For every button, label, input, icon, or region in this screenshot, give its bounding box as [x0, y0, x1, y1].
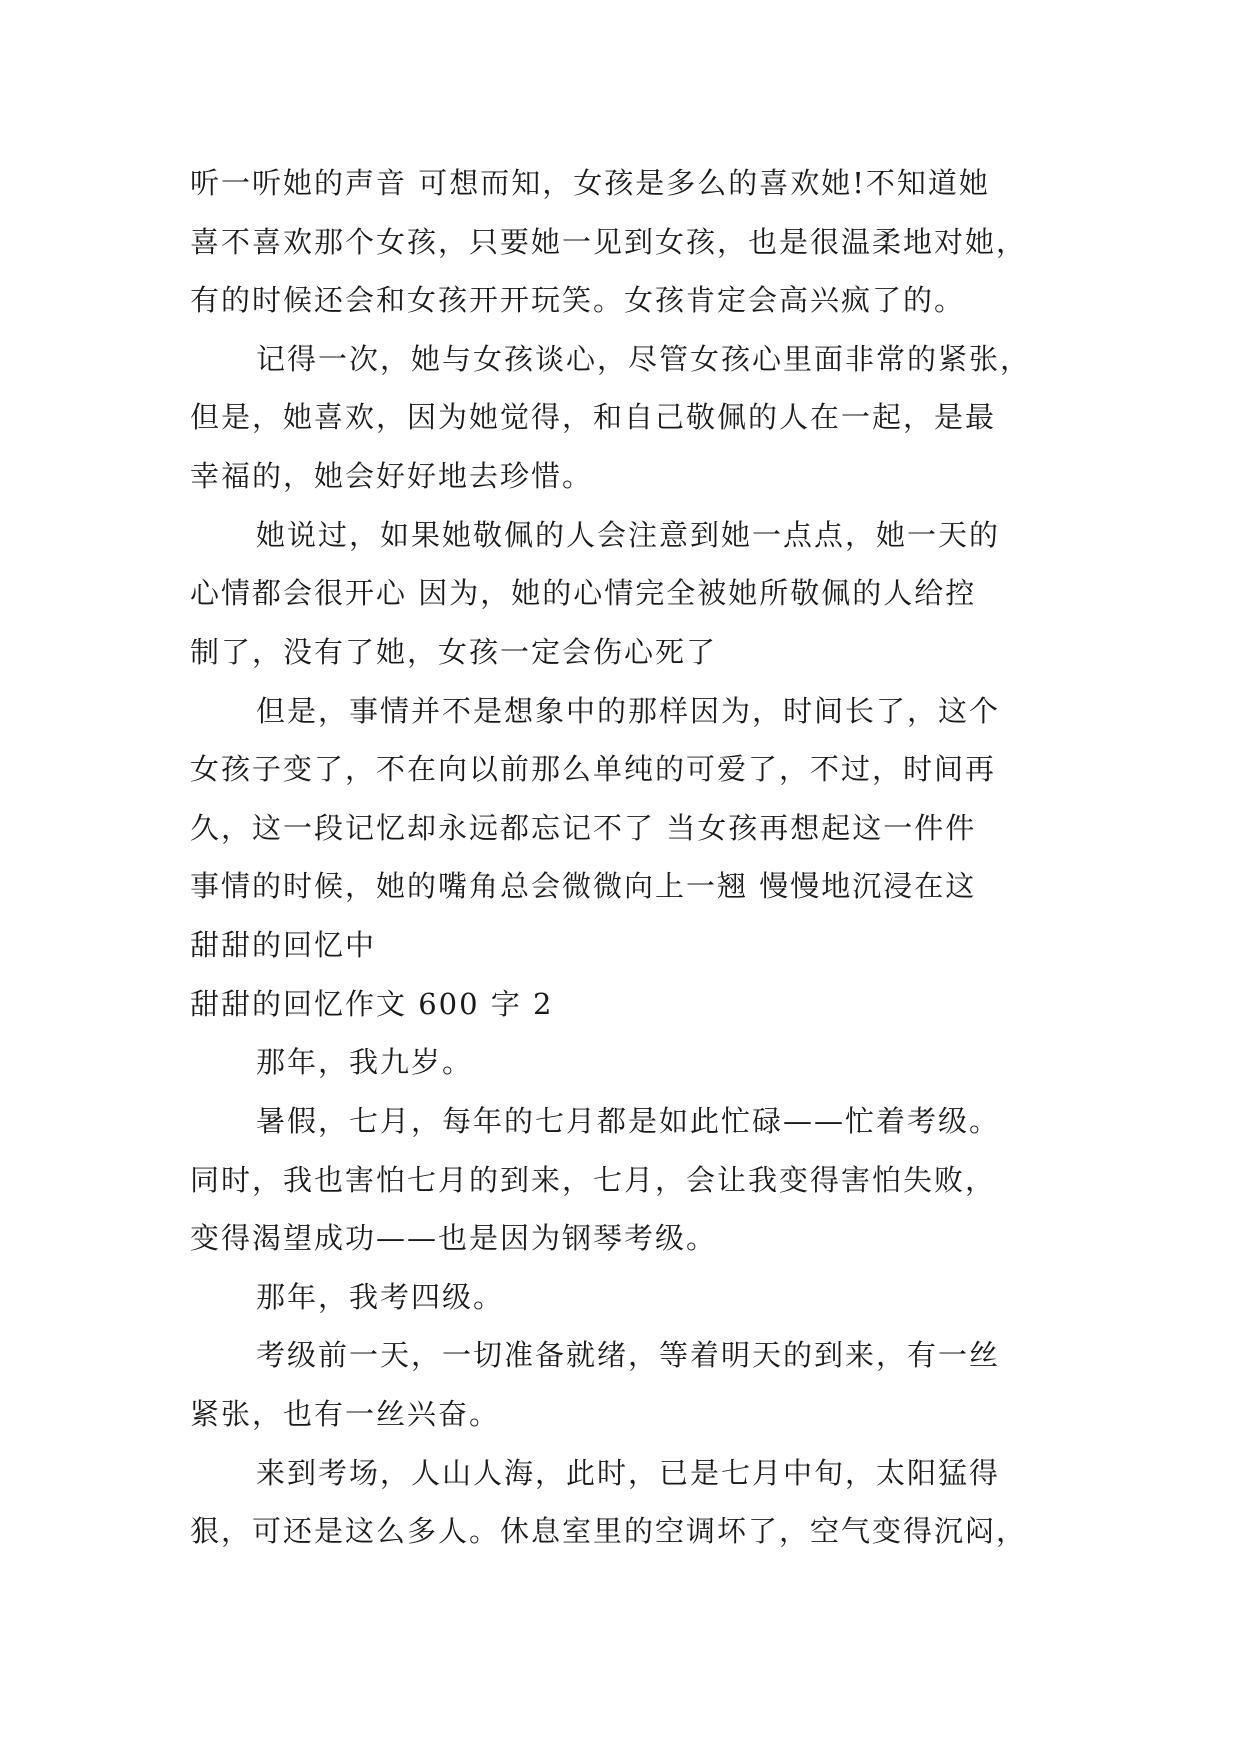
text-line: 暑假，七月，每年的七月都是如此忙碌——忙着考级。	[256, 1104, 1001, 1138]
text-line: 甜甜的回忆中	[190, 928, 377, 962]
text-line: 同时，我也害怕七月的到来，七月，会让我变得害怕失败，	[190, 1163, 997, 1197]
text-line: 女孩子变了，不在向以前那么单纯的可爱了，不过，时间再	[190, 752, 997, 786]
text-line: 久，这一段记忆却永远都忘记不了 当女孩再想起这一件件	[190, 811, 977, 845]
text-line: 她说过，如果她敬佩的人会注意到她一点点，她一天的	[256, 518, 1001, 552]
text-line: 制了，没有了她，女孩一定会伤心死了	[190, 635, 718, 669]
text-line: 记得一次，她与女孩谈心，尽管女孩心里面非常的紧张，	[256, 342, 1032, 376]
text-line: 那年，我九岁。	[256, 1045, 474, 1079]
text-line: 考级前一天，一切准备就绪，等着明天的到来，有一丝	[256, 1338, 1001, 1372]
text-line: 变得渴望成功——也是因为钢琴考级。	[190, 1221, 718, 1255]
text-line: 但是，她喜欢，因为她觉得，和自己敬佩的人在一起，是最	[190, 400, 997, 434]
text-line: 幸福的，她会好好地去珍惜。	[190, 459, 594, 493]
text-line: 心情都会很开心 因为，她的心情完全被她所敬佩的人给控	[190, 576, 977, 610]
text-line: 事情的时候，她的嘴角总会微微向上一翘 慢慢地沉浸在这	[190, 869, 977, 903]
text-line: 狠，可还是这么多人。休息室里的空调坏了，空气变得沉闷，	[190, 1514, 1028, 1548]
text-line: 有的时候还会和女孩开开玩笑。女孩肯定会高兴疯了的。	[190, 283, 966, 317]
text-line: 那年，我考四级。	[256, 1280, 505, 1314]
text-line: 紧张，也有一丝兴奋。	[190, 1397, 501, 1431]
text-line: 但是，事情并不是想象中的那样因为，时间长了，这个	[256, 694, 1001, 728]
text-line: 喜不喜欢那个女孩，只要她一见到女孩，也是很温柔地对她，	[190, 225, 1028, 259]
text-line: 来到考场，人山人海，此时，已是七月中旬，太阳猛得	[256, 1456, 1001, 1490]
text-line: 听一听她的声音 可想而知，女孩是多么的喜欢她!不知道她	[190, 166, 990, 200]
section-heading: 甜甜的回忆作文 600 字 2	[190, 987, 554, 1021]
